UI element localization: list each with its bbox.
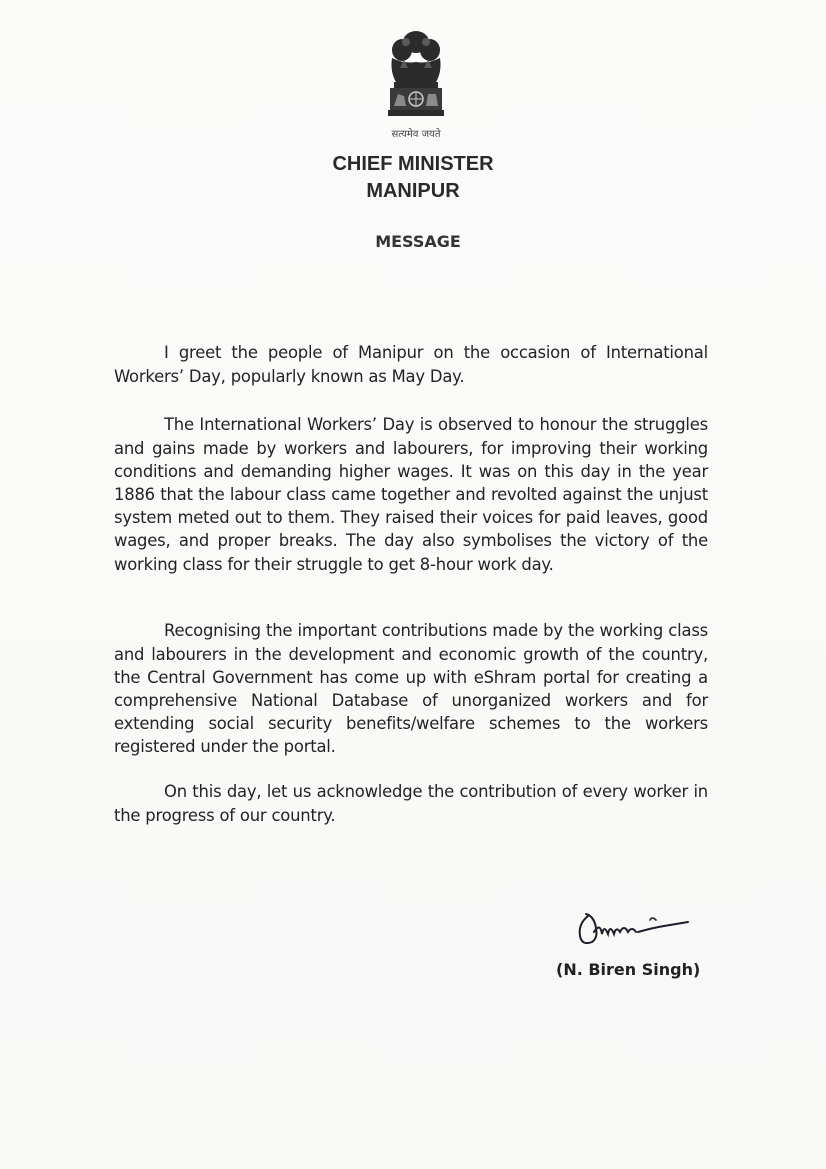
paragraph-greeting: I greet the people of Manipur on the occasion of International Workers’ Day, popularly known as May Day.: [114, 343, 708, 386]
paragraph-eshram: Recognising the important contributions made by the working class and labourers in the development and economic growth of the country, the Central Government has come up with eShram portal for creating a comprehensive National Database of unorganized workers and for extending social security benefits/welfare schemes to the workers registered under the portal.: [114, 621, 708, 757]
office-title-line2: MANIPUR: [366, 180, 460, 202]
emblem-motto: सत्यमेव जयते: [391, 129, 441, 140]
paragraph-closing: On this day, let us acknowledge the contribution of every worker in the progress of our country.: [114, 782, 708, 825]
state-emblem-icon: [380, 28, 452, 124]
handwritten-signature-icon: [572, 902, 692, 952]
message-heading: MESSAGE: [375, 232, 461, 251]
office-title-line1: CHIEF MINISTER: [332, 153, 494, 175]
paragraph-history: The International Workers’ Day is observed to honour the struggles and gains made by workers and labourers, for improving their working conditions and demanding higher wages. It was on this day in the year 1886 that the labour class came together and revolted against the unjust system meted out to them. They raised their voices for paid leaves, good wages, and proper breaks. The day also symbolises the victory of the working class for their struggle to get 8-hour work day.: [114, 415, 708, 574]
signatory-name: (N. Biren Singh): [556, 960, 701, 979]
